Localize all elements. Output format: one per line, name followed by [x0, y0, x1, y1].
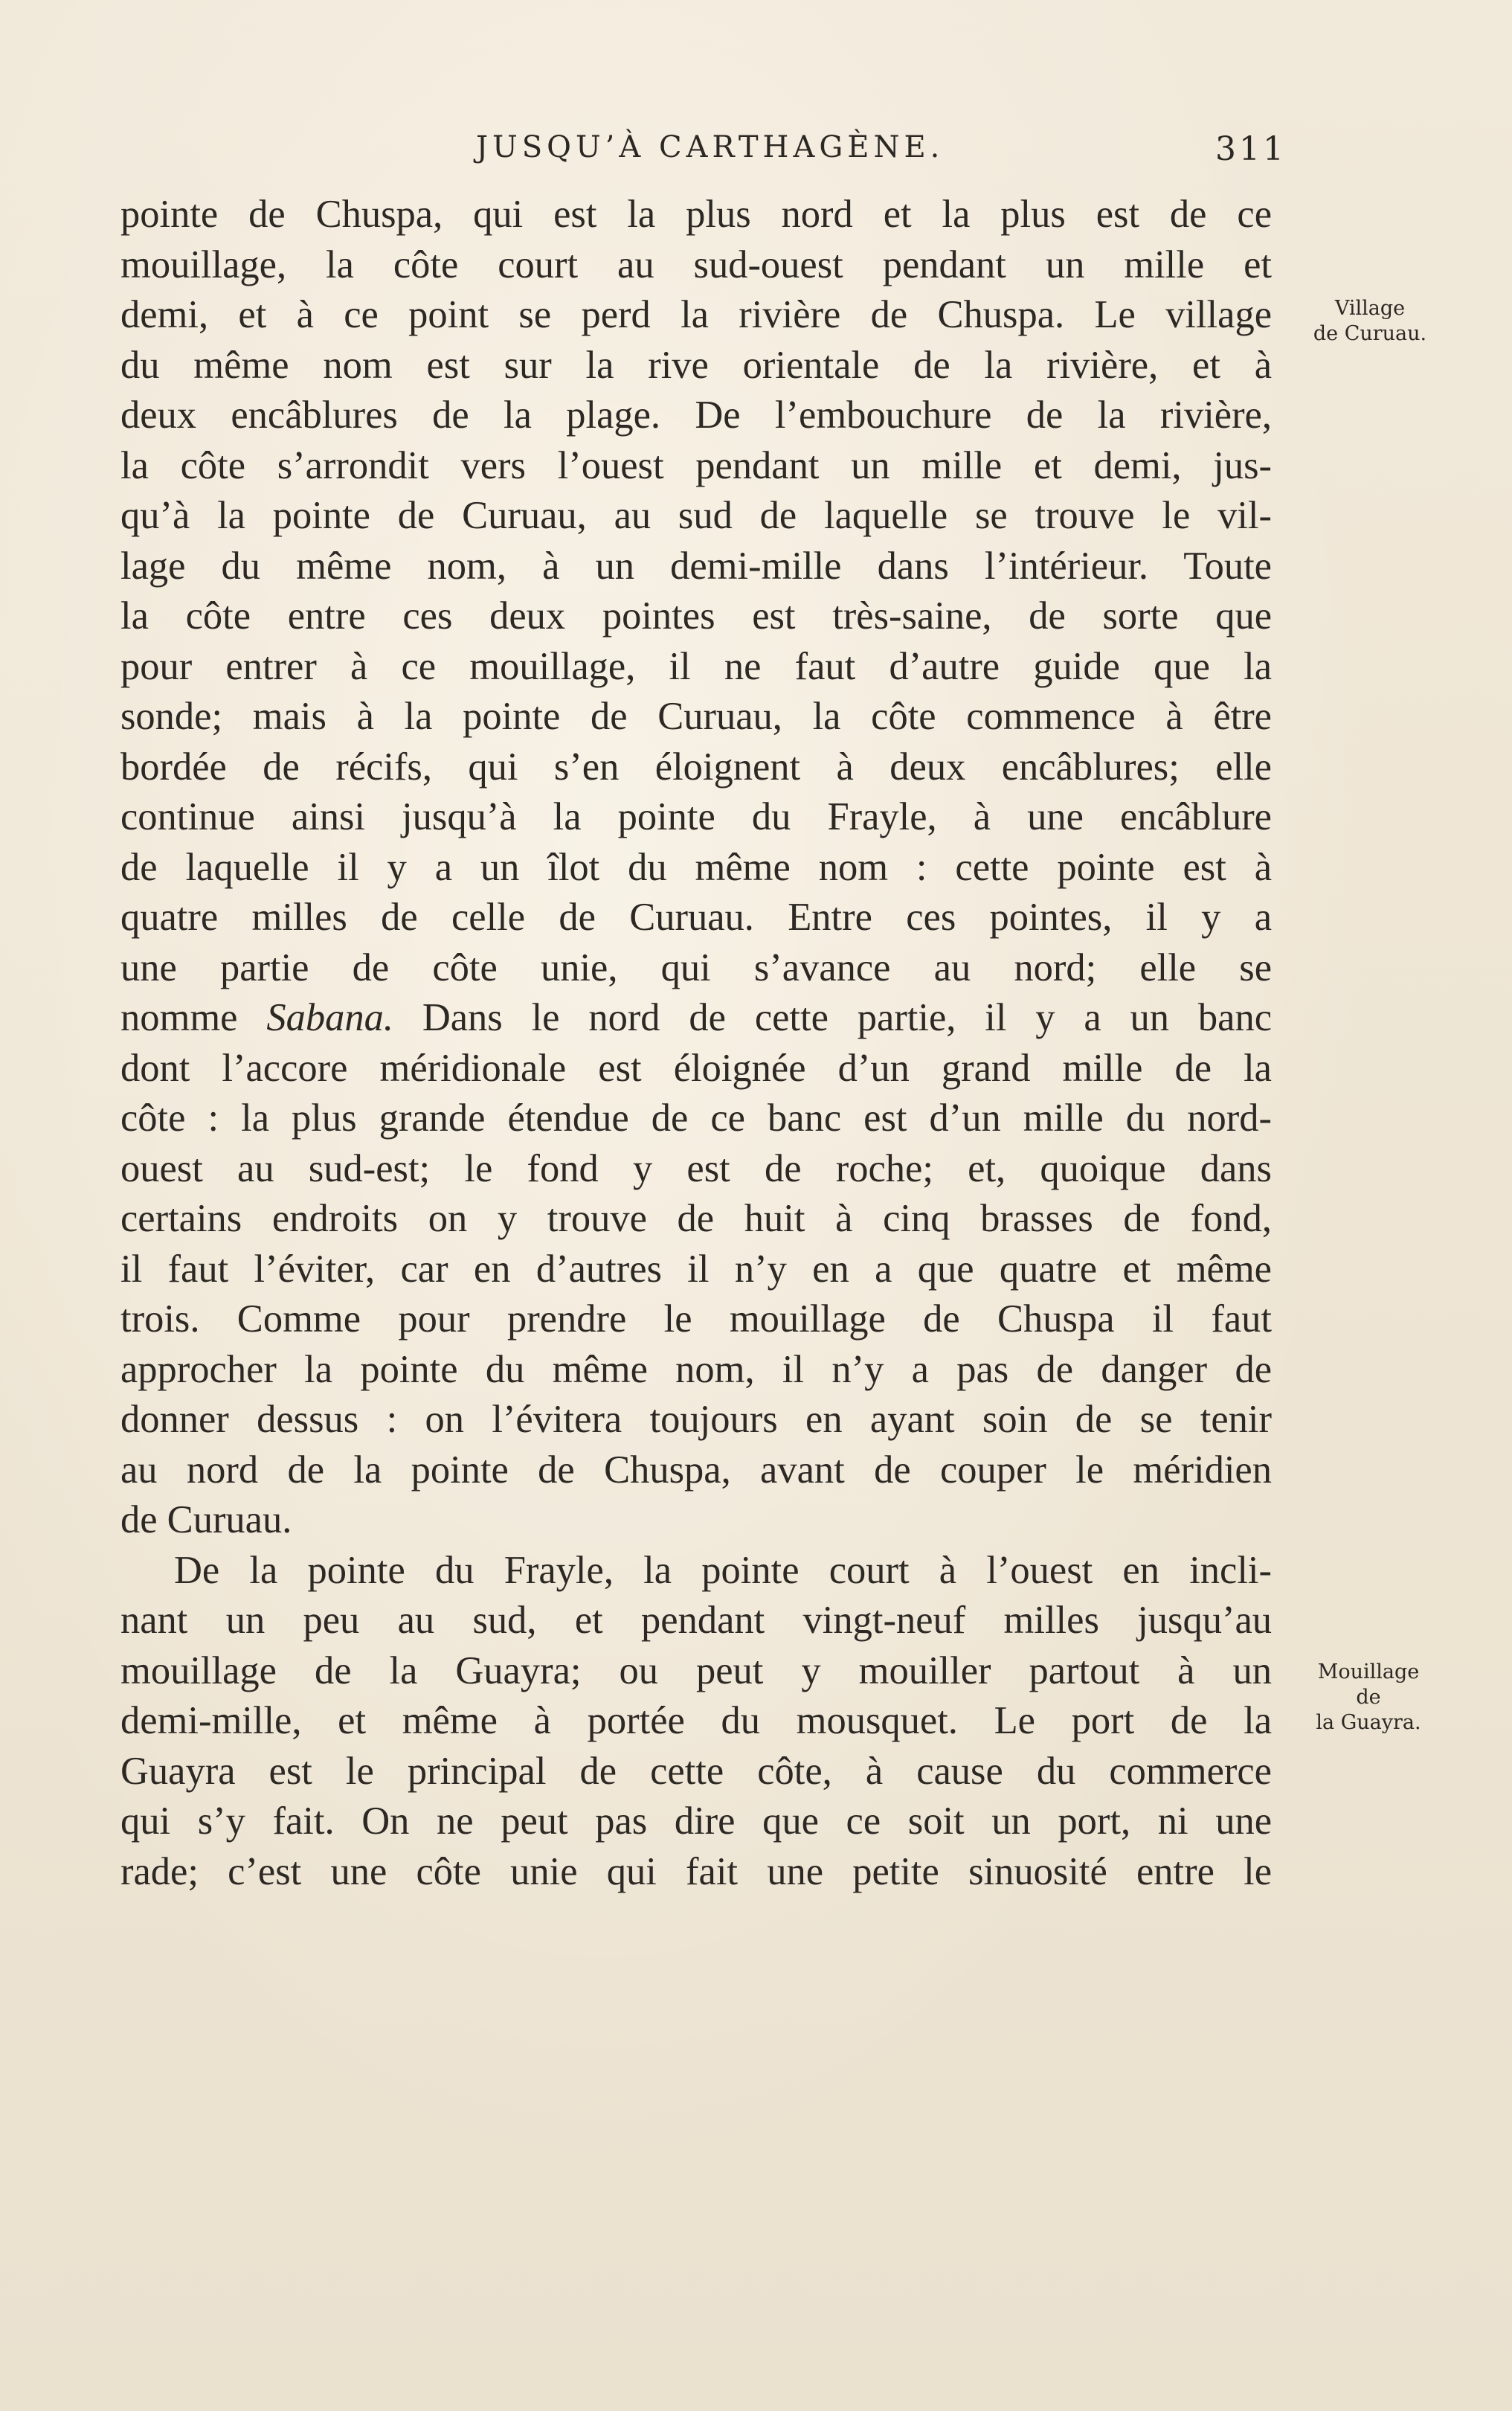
text-line: rade; c’est une côte unie qui fait une petite sinuosité entre le	[120, 1849, 1272, 1893]
text-line: côte : la plus grande étendue de ce banc est d’un mille du nord-	[120, 1097, 1272, 1140]
text-line: deux encâblures de la plage. De l’embouchure de la rivière,	[120, 394, 1272, 437]
text-line: qui s’y fait. On ne peut pas dire que ce soit un port, ni une	[120, 1800, 1272, 1843]
italic-word: Sabana.	[266, 996, 393, 1039]
text-line: lage du même nom, à un demi-mille dans l’intérieur. Toute	[120, 544, 1272, 588]
text-line: continue ainsi jusqu’à la pointe du Frayle, à une encâblure	[120, 795, 1272, 838]
page-number: 311	[1215, 130, 1287, 168]
text-line: une partie de côte unie, qui s’avance au nord; elle se	[120, 946, 1272, 989]
text-line: certains endroits on y trouve de huit à cinq brasses de fond,	[120, 1197, 1272, 1240]
text-line: de laquelle il y a un îlot du même nom : cette pointe est à	[120, 845, 1272, 889]
margin-note-line: de Curuau.	[1313, 322, 1427, 345]
text-line: donner dessus : on l’évitera toujours en ayant soin de se tenir	[120, 1398, 1272, 1441]
text-line: dont l’accore méridionale est éloignée d’un grand mille de la	[120, 1046, 1272, 1090]
margin-note-line: Village	[1334, 297, 1406, 320]
text-line: Guayra est le principal de cette côte, à cause du commerce	[120, 1749, 1272, 1793]
text-line: du même nom est sur la rive orientale de la rivière, et à	[120, 343, 1272, 387]
page-header	[476, 130, 1287, 175]
text-line: demi, et à ce point se perd la rivière de Chuspa. Le village	[120, 293, 1272, 336]
text-line: approcher la pointe du même nom, il n’y a pas de danger de	[120, 1347, 1272, 1391]
text-line: pour entrer à ce mouillage, il ne faut d’autre guide que la	[120, 644, 1272, 688]
text-line: quatre milles de celle de Curuau. Entre ces pointes, il y a	[120, 896, 1272, 939]
text-fragment: Dans le nord de cette partie, il y a un banc	[422, 996, 1272, 1039]
running-title: JUSQU’À CARTHAGÈNE.	[476, 130, 945, 164]
margin-note-mouillage	[1294, 1660, 1443, 1736]
text-line: qu’à la pointe de Curuau, au sud de laquelle se trouve le vil-	[120, 494, 1272, 537]
text-line: la côte entre ces deux pointes est très-saine, de sorte que	[120, 594, 1272, 638]
margin-note-line: de	[1356, 1686, 1381, 1709]
margin-note-line: Mouillage	[1317, 1660, 1420, 1683]
margin-note-line: la Guayra.	[1316, 1711, 1421, 1734]
text-line: pointe de Chuspa, qui est la plus nord et la plus est de ce	[120, 193, 1272, 236]
text-line: la côte s’arrondit vers l’ouest pendant un mille et demi, jus-	[120, 443, 1272, 487]
text-line: au nord de la pointe de Chuspa, avant de couper le méridien	[120, 1448, 1272, 1492]
text-line: de Curuau.	[120, 1498, 292, 1541]
text-line-paragraph-start: De la pointe du Frayle, la pointe court à l’ouest en incli-	[174, 1548, 1272, 1592]
text-line: demi-mille, et même à portée du mousquet. Le port de la	[120, 1699, 1272, 1742]
text-fragment: nomme	[120, 996, 238, 1039]
text-line: il faut l’éviter, car en d’autres il n’y en a que quatre et même	[120, 1247, 1272, 1291]
body-text	[120, 190, 1272, 1897]
text-line: mouillage, la côte court au sud-ouest pendant un mille et	[120, 243, 1272, 286]
text-line: ouest au sud-est; le fond y est de roche; et, quoique dans	[120, 1146, 1272, 1190]
text-line: sonde; mais à la pointe de Curuau, la côte commence à être	[120, 695, 1272, 738]
text-line: nant un peu au sud, et pendant vingt-neuf milles jusqu’au	[120, 1599, 1272, 1642]
text-line: bordée de récifs, qui s’en éloignent à deux encâblures; elle	[120, 745, 1272, 789]
margin-note-village	[1296, 296, 1444, 347]
text-line: mouillage de la Guayra; ou peut y mouiller partout à un	[120, 1648, 1272, 1692]
text-line-with-italic	[120, 993, 1272, 1044]
text-line: trois. Comme pour prendre le mouillage de Chuspa il faut	[120, 1297, 1272, 1341]
